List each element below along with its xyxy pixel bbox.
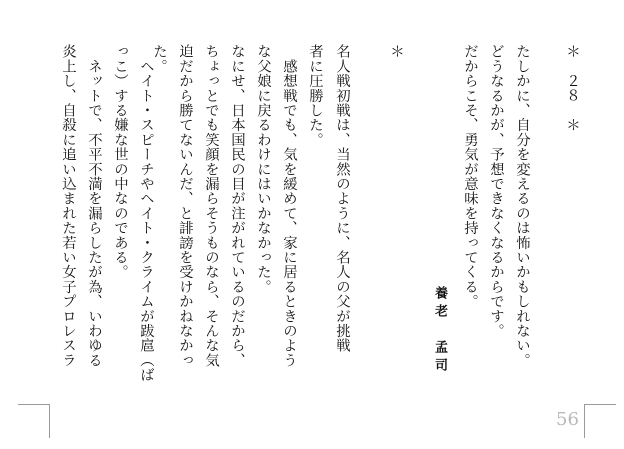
text-column-15: 炎上し、自殺に追い込まれた若い女子プロレスラ: [60, 44, 76, 368]
text-column-12: ヘイト・スピーチやヘイト・クライムが跋扈（ば: [138, 44, 154, 383]
crop-mark-right-v: [584, 404, 585, 438]
text-column-1: たしかに、自分を変えるのは怖いかもしれない。: [514, 44, 530, 368]
text-column-14: ネットで、不平不満を漏らしたが為、いわゆる: [86, 44, 102, 368]
text-column-5: 者に圧勝した。: [307, 44, 323, 147]
text-column-7: な父娘に戻るわけにはいかなかった。: [255, 44, 271, 294]
crop-mark-left-h: [18, 404, 50, 405]
text-column-8: なにせ、日本国民の目が注がれているのだから、: [229, 44, 245, 368]
section-marker-28: ＊ ２８ ＊: [564, 44, 580, 133]
text-column-9: ちょっとでも笑顔を漏らそうものなら、そんな気: [203, 44, 219, 368]
page-number: 56: [556, 409, 579, 430]
crop-mark-left-v: [49, 404, 50, 438]
text-column-13: っこ）する嫌な世の中なのである。: [112, 44, 128, 280]
text-column-10: 迫だから勝てないんだ、と誹謗を受けかねなかっ: [177, 44, 193, 368]
text-column-11: た。: [151, 44, 167, 74]
section-marker: ＊: [388, 44, 404, 59]
text-column-2: どうなるかが、予想できなくなるからです。: [488, 44, 504, 338]
text-column-6: 感想戦でも、気を緩めて、家に居るときのよう: [281, 44, 297, 368]
crop-mark-right-h: [584, 404, 616, 405]
signature: 養老 孟司: [432, 286, 447, 376]
text-column-3: だからこそ、勇気が意味を持ってくる。: [462, 44, 478, 309]
text-column-4: 名人戦初戦は、当然のように、名人の父が挑戦: [334, 44, 350, 353]
